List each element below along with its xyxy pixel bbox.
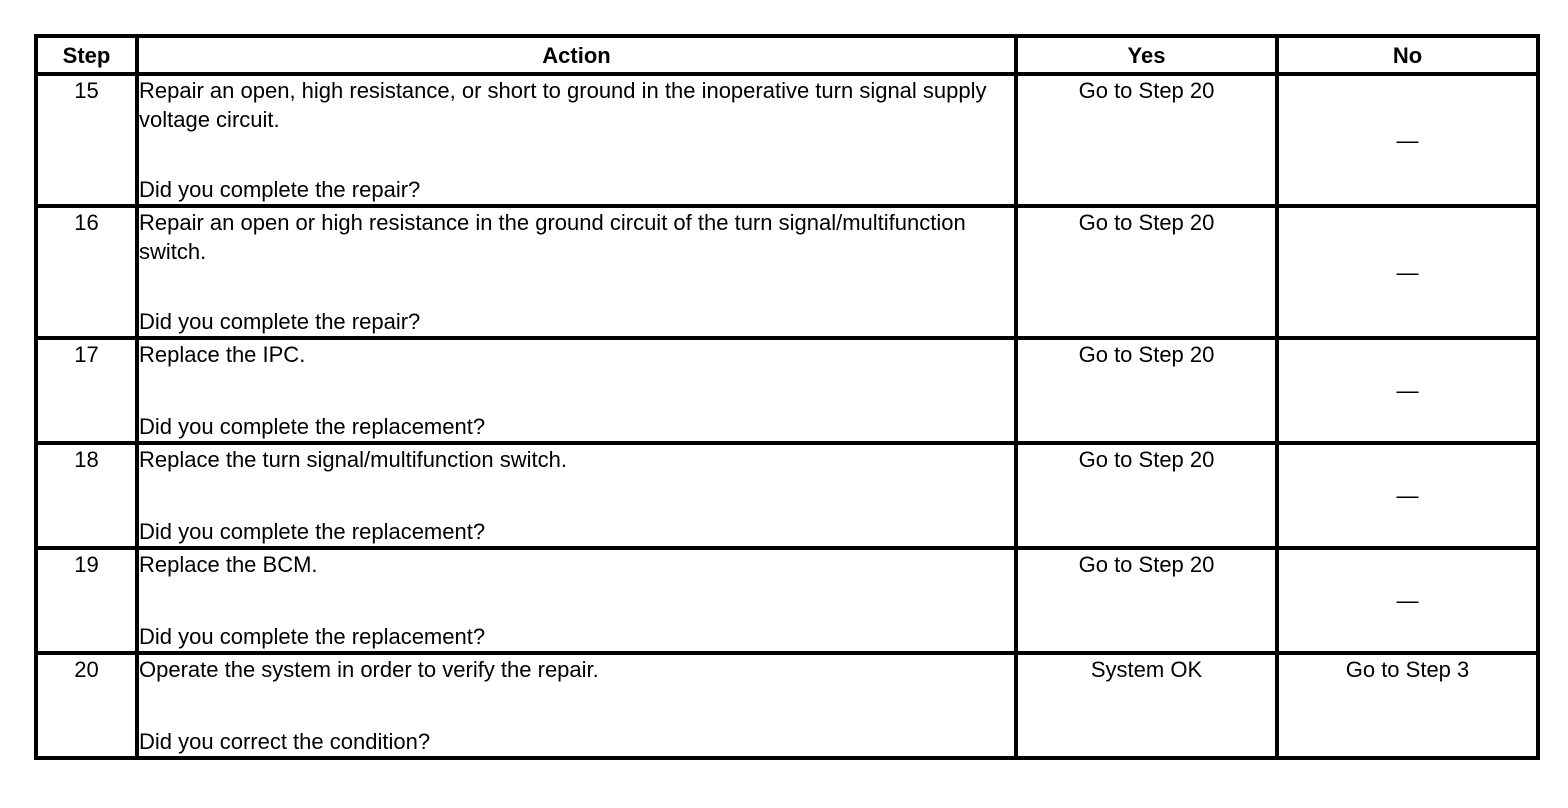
action-question: Did you complete the replacement? bbox=[139, 414, 486, 439]
action-question: Did you complete the replacement? bbox=[139, 624, 486, 649]
action-question: Did you complete the replacement? bbox=[139, 519, 486, 544]
header-no: No bbox=[1277, 36, 1538, 74]
diagnostic-table bbox=[34, 34, 1540, 760]
step-number: 15 bbox=[36, 74, 137, 206]
action-cell bbox=[137, 338, 1016, 443]
yes-result: Go to Step 20 bbox=[1016, 206, 1277, 338]
yes-result: Go to Step 20 bbox=[1016, 548, 1277, 653]
no-result: — bbox=[1277, 206, 1538, 338]
table-row bbox=[36, 653, 1538, 758]
action-text: Repair an open, high resistance, or short to ground in the inoperative turn signal supply voltage circuit. bbox=[139, 78, 987, 132]
yes-result: System OK bbox=[1016, 653, 1277, 758]
action-question: Did you complete the repair? bbox=[139, 309, 421, 334]
action-cell bbox=[137, 653, 1016, 758]
action-cell bbox=[137, 74, 1016, 206]
action-question: Did you complete the repair? bbox=[139, 177, 421, 202]
table-row bbox=[36, 443, 1538, 548]
step-number: 19 bbox=[36, 548, 137, 653]
table-row bbox=[36, 548, 1538, 653]
table-row bbox=[36, 74, 1538, 206]
header-step: Step bbox=[36, 36, 137, 74]
no-result: — bbox=[1277, 443, 1538, 548]
action-text: Replace the IPC. bbox=[139, 342, 306, 367]
no-result: — bbox=[1277, 338, 1538, 443]
action-cell bbox=[137, 206, 1016, 338]
no-result: Go to Step 3 bbox=[1277, 653, 1538, 758]
yes-result: Go to Step 20 bbox=[1016, 74, 1277, 206]
header-yes: Yes bbox=[1016, 36, 1277, 74]
action-cell bbox=[137, 443, 1016, 548]
table-row bbox=[36, 206, 1538, 338]
action-text: Repair an open or high resistance in the ground circuit of the turn signal/multifunction switch. bbox=[139, 210, 966, 264]
no-result: — bbox=[1277, 74, 1538, 206]
no-result: — bbox=[1277, 548, 1538, 653]
action-cell bbox=[137, 548, 1016, 653]
step-number: 16 bbox=[36, 206, 137, 338]
action-text: Operate the system in order to verify the repair. bbox=[139, 657, 599, 682]
table-row bbox=[36, 338, 1538, 443]
header-action: Action bbox=[137, 36, 1016, 74]
step-number: 17 bbox=[36, 338, 137, 443]
action-text: Replace the BCM. bbox=[139, 552, 318, 577]
step-number: 18 bbox=[36, 443, 137, 548]
header-row bbox=[36, 36, 1538, 74]
step-number: 20 bbox=[36, 653, 137, 758]
yes-result: Go to Step 20 bbox=[1016, 443, 1277, 548]
action-question: Did you correct the condition? bbox=[139, 729, 431, 754]
action-text: Replace the turn signal/multifunction switch. bbox=[139, 447, 567, 472]
yes-result: Go to Step 20 bbox=[1016, 338, 1277, 443]
